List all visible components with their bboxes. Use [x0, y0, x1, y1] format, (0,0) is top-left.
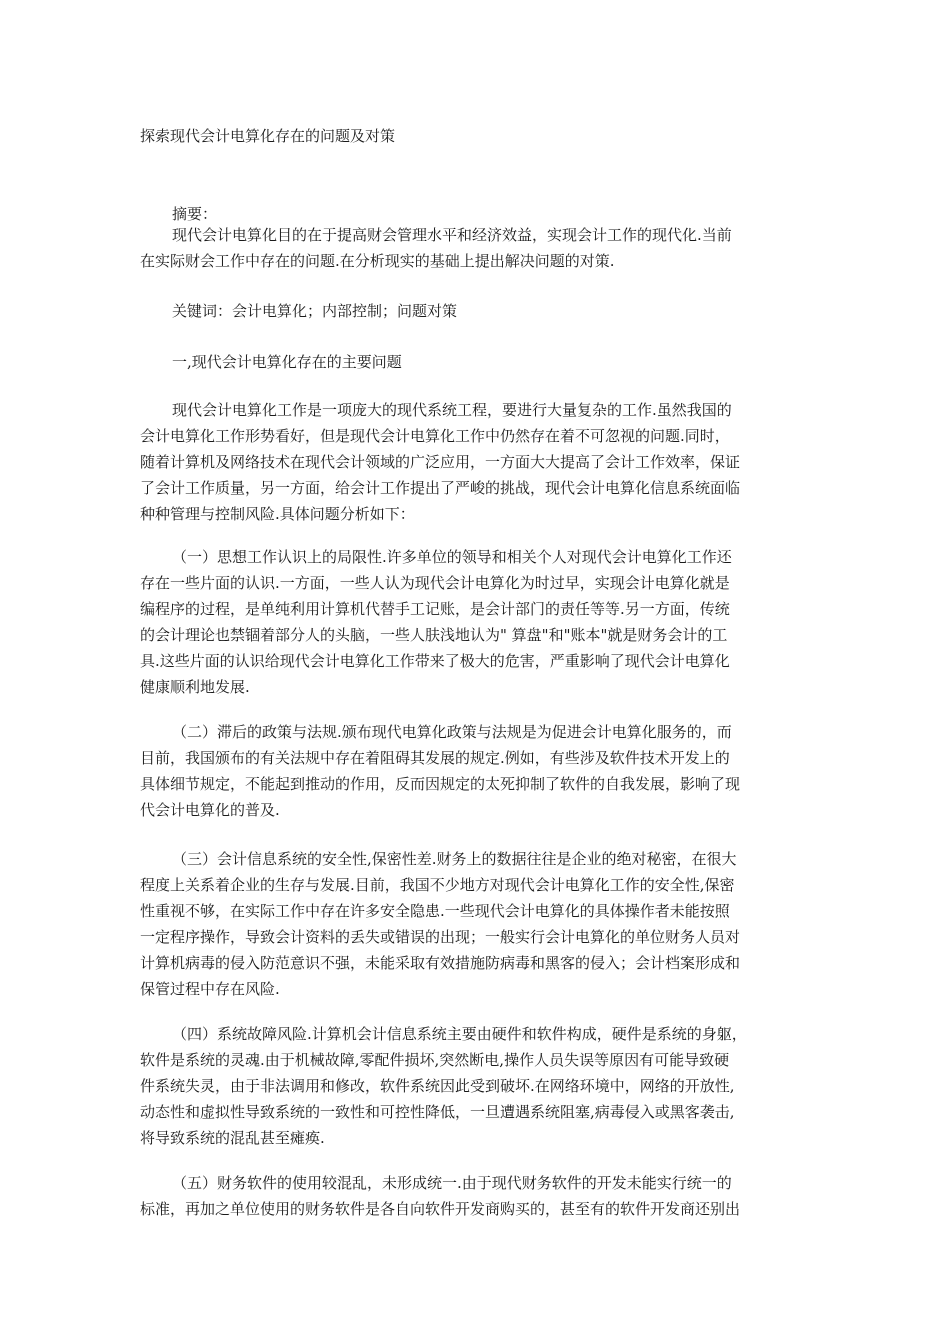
text-line: 会计电算化工作形势看好，但是现代会计电算化工作中仍然存在着不可忽视的问题.同时，: [140, 427, 730, 445]
text-line: （四）系统故障风险.计算机会计信息系统主要由硬件和软件构成，硬件是系统的身躯，: [172, 1025, 747, 1043]
text-line: 存在一些片面的认识.一方面，一些人认为现代会计电算化为时过早，实现会计电算化就是: [140, 574, 730, 592]
abstract-label: 摘要：: [172, 205, 218, 223]
text-line: （一）思想工作认识上的局限性.许多单位的领导和相关个人对现代会计电算化工作还: [172, 548, 732, 566]
text-line: 一定程序操作，导致会计资料的丢失或错误的出现；一般实行会计电算化的单位财务人员对: [140, 928, 741, 946]
text-line: 目前，我国颁布的有关法规中存在着阻碍其发展的规定.例如，有些涉及软件技术开发上的: [140, 749, 730, 767]
text-line: 的会计理论也禁锢着部分人的头脑，一些人肤浅地认为" 算盘"和"账本"就是财务会计的工: [140, 626, 728, 644]
text-line: （二）滞后的政策与法规.颁布现代电算化政策与法规是为促进会计电算化服务的，而: [172, 723, 732, 741]
paragraph-4: [140, 1021, 810, 1151]
text-line: 具.这些片面的认识给现代会计电算化工作带来了极大的危害，严重影响了现代会计电算化: [140, 652, 730, 670]
keywords-line: 关键词：会计电算化；内部控制；问题对策: [172, 302, 458, 320]
text-line: 随着计算机及网络技术在现代会计领域的广泛应用，一方面大大提高了会计工作效率，保证: [140, 453, 741, 471]
text-line: 编程序的过程，是单纯利用计算机代替手工记账，是会计部门的责任等等.另一方面，传统: [140, 600, 730, 618]
text-line: 保管过程中存在风险.: [140, 980, 280, 998]
paragraph-1: [140, 544, 810, 700]
text-line: （三）会计信息系统的安全性,保密性差.财务上的数据往往是企业的绝对秘密，在很大: [172, 850, 737, 868]
intro-paragraph: [140, 397, 810, 527]
text-line: （五）财务软件的使用较混乱，未形成统一.由于现代财务软件的开发未能实行统一的: [172, 1174, 732, 1192]
text-line: 程度上关系着企业的生存与发展.目前，我国不少地方对现代会计电算化工作的安全性,保密: [140, 876, 735, 894]
text-line: 计算机病毒的侵入防范意识不强，未能采取有效措施防病毒和黑客的侵入；会计档案形成和: [140, 954, 741, 972]
text-line: 健康顺利地发展.: [140, 678, 250, 696]
text-line: 性重视不够，在实际工作中存在许多安全隐患.一些现代会计电算化的具体操作者未能按照: [140, 902, 730, 920]
text-line: 代会计电算化的普及.: [140, 801, 280, 819]
document-title: 探索现代会计电算化存在的问题及对策: [140, 127, 396, 145]
text-line: 现代会计电算化目的在于提高财会管理水平和经济效益，实现会计工作的现代化.当前: [172, 226, 732, 244]
text-line: 件系统失灵，由于非法调用和修改，软件系统因此受到破坏.在网络环境中，网络的开放性,: [140, 1077, 735, 1095]
text-line: 动态性和虚拟性导致系统的一致性和可控性降低，一旦遭遇系统阻塞,病毒侵入或黑客袭击,: [140, 1103, 735, 1121]
text-line: 将导致系统的混乱甚至瘫痪.: [140, 1129, 325, 1147]
text-line: 具体细节规定，不能起到推动的作用，反而因规定的太死抑制了软件的自我发展，影响了现: [140, 775, 741, 793]
text-line: 现代会计电算化工作是一项庞大的现代系统工程，要进行大量复杂的工作.虽然我国的: [172, 401, 732, 419]
text-line: 在实际财会工作中存在的问题.在分析现实的基础上提出解决问题的对策.: [140, 252, 615, 270]
paragraph-5: [140, 1170, 810, 1222]
paragraph-3: [140, 846, 810, 1002]
abstract-paragraph: [140, 222, 810, 274]
paragraph-2: [140, 719, 810, 823]
text-line: 标准，再加之单位使用的财务软件是各自向软件开发商购买的，甚至有的软件开发商还别出: [140, 1200, 741, 1218]
text-line: 软件是系统的灵魂.由于机械故障,零配件损坏,突然断电,操作人员失误等原因有可能导致硬: [140, 1051, 730, 1069]
text-line: 种种管理与控制风险.具体问题分析如下：: [140, 505, 415, 523]
section-heading: 一,现代会计电算化存在的主要问题: [172, 353, 402, 371]
text-line: 了会计工作质量，另一方面，给会计工作提出了严峻的挑战，现代会计电算化信息系统面临: [140, 479, 741, 497]
